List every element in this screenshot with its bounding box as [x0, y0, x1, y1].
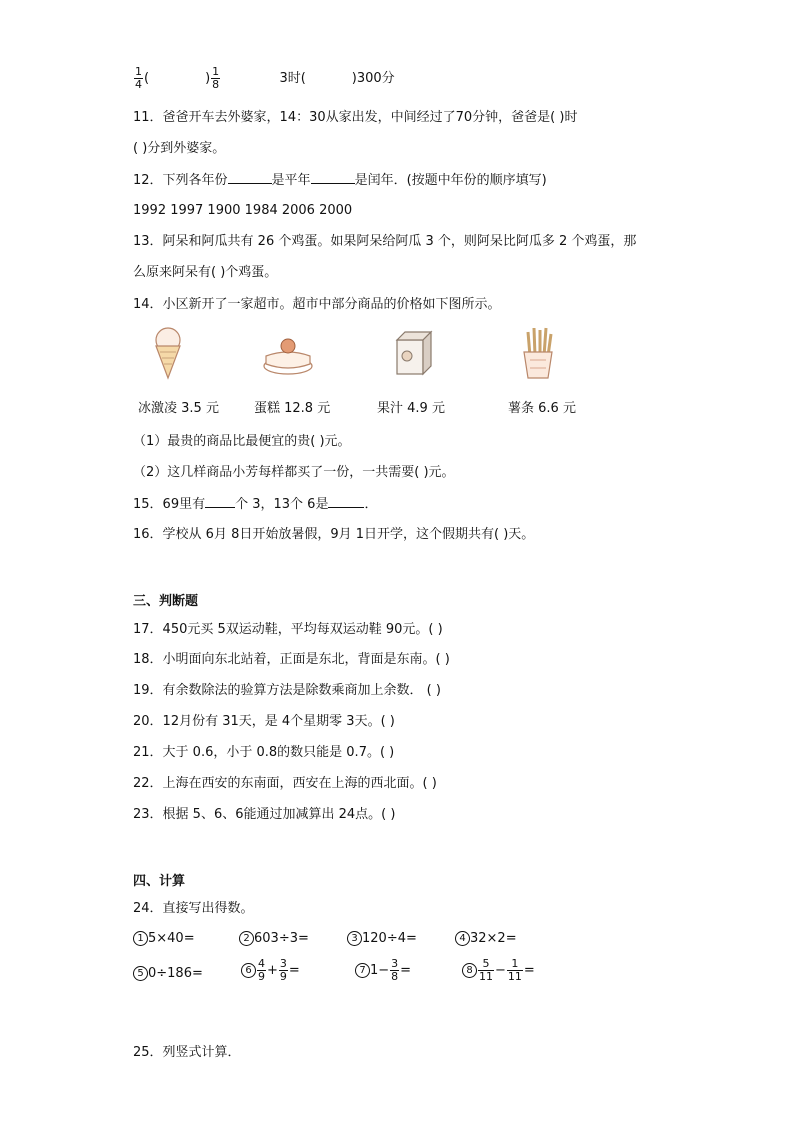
calc-item-4: 4 32×2=	[455, 931, 517, 946]
question-11-line1: 11．爸爸开车去外婆家，14：30从家出发，中间经过了70分钟，爸爸是( )时	[133, 110, 578, 125]
question-20: 20．12月份有 31天，是 4个星期零 3天。( )	[133, 714, 395, 729]
cake-price: 蛋糕 12.8 元	[254, 401, 331, 416]
question-16: 16．学校从 6月 8日开始放暑假，9月 1日开学，这个假期共有( )天。	[133, 527, 535, 542]
calc-item-7: 7 1− $\frac{3}{8}$ =	[355, 958, 411, 983]
question-14-sub2: （2）这几样商品小芳每样都买了一份，一共需要( )元。	[133, 465, 455, 480]
question-13-line2: 么原来阿呆有( )个鸡蛋。	[133, 265, 278, 280]
fries-price: 薯条 6.6 元	[508, 401, 576, 416]
ice-cream-price: 冰激凌 3.5 元	[138, 401, 219, 416]
juice-price: 果汁 4.9 元	[377, 401, 445, 416]
time-compare-right: )300分	[351, 71, 395, 86]
section-3-heading: 三、判断题	[133, 594, 199, 609]
question-12-years: 1992 1997 1900 1984 2006 2000	[133, 203, 353, 218]
french-fries-icon	[508, 322, 568, 382]
question-25: 25．列竖式计算．	[133, 1045, 241, 1060]
fraction-compare-line: $\frac{1}{4}$ ( ) $\frac{1}{8}$ 3时( )300分	[135, 65, 395, 91]
fraction-one-quarter: $\frac{1}{4}$	[135, 65, 142, 91]
calc-item-3: 3 120÷4=	[347, 931, 417, 946]
question-23: 23．根据 5、6、6能通过加减算出 24点。( )	[133, 807, 396, 822]
question-21: 21．大于 0.6，小于 0.8的数只能是 0.7。( )	[133, 745, 395, 760]
question-12: 12．下列各年份 是平年 是闰年．(按题中年份的顺序填写)	[133, 173, 547, 188]
calc-item-8: 8 $\frac{5}{11}$ − $\frac{1}{11}$ =	[462, 958, 535, 983]
calc-item-6: 6 $\frac{4}{9}$ + $\frac{3}{9}$ =	[241, 958, 300, 983]
question-22: 22．上海在西安的东南面，西安在上海的西北面。( )	[133, 776, 437, 791]
calc-item-2: 2 603÷3=	[239, 931, 309, 946]
question-24: 24．直接写出得数。	[133, 901, 254, 916]
question-17: 17．450元买 5双运动鞋，平均每双运动鞋 90元。( )	[133, 622, 443, 637]
question-14-sub1: （1）最贵的商品比最便宜的贵( )元。	[133, 434, 351, 449]
cake-icon	[258, 322, 318, 382]
juice-box-icon	[383, 322, 443, 382]
calc-item-5: 5 0÷186=	[133, 966, 203, 981]
question-19: 19．有余数除法的验算方法是除数乘商加上余数． ( )	[133, 683, 441, 698]
question-11-line2: ( )分到外婆家。	[133, 141, 226, 156]
ice-cream-icon	[138, 322, 198, 382]
question-13-line1: 13．阿呆和阿瓜共有 26 个鸡蛋。如果阿呆给阿瓜 3 个，则阿呆比阿瓜多 2 个鸡蛋，那	[133, 234, 637, 249]
question-18: 18．小明面向东北站着，正面是东北，背面是东南。( )	[133, 652, 450, 667]
time-compare-left: 3时(	[279, 71, 306, 86]
question-15: 15．69里有 个 3，13个 6是 ．	[133, 497, 378, 512]
question-14-stem: 14．小区新开了一家超市。超市中部分商品的价格如下图所示。	[133, 297, 501, 312]
calc-item-1: 1 5×40=	[133, 931, 195, 946]
fraction-one-eighth: $\frac{1}{8}$	[212, 65, 220, 91]
section-4-heading: 四、计算	[133, 874, 186, 889]
